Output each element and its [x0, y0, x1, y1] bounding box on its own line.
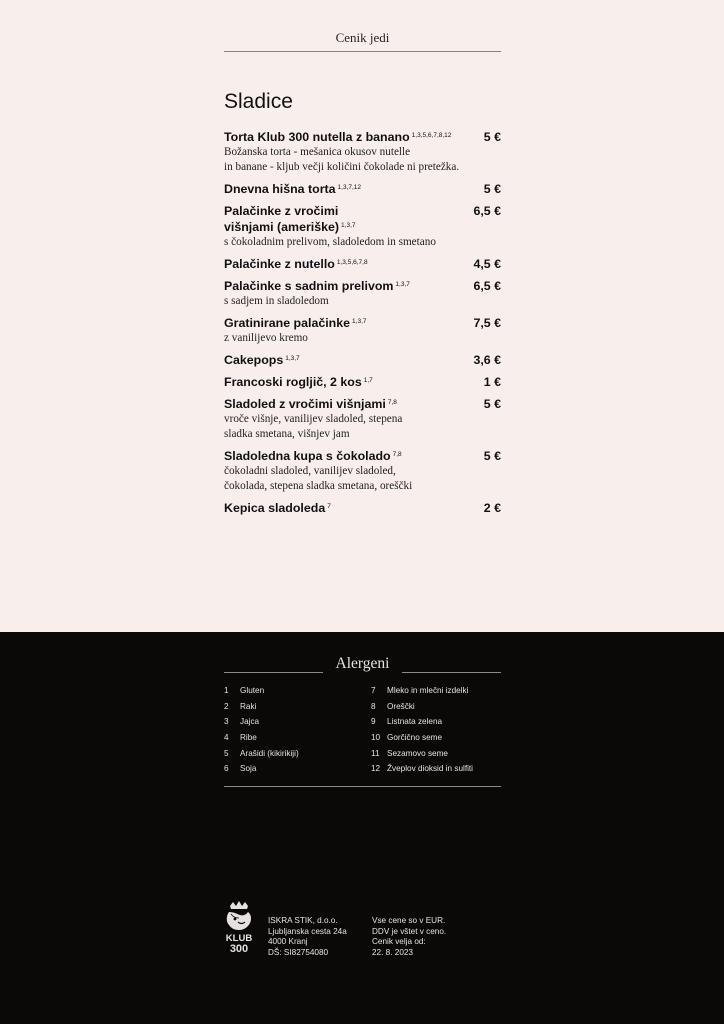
menu-item-price: 5 €: [483, 397, 501, 411]
allergen-item: [371, 699, 473, 715]
menu-item: [224, 374, 501, 390]
allergen-label: Gorčično seme: [387, 733, 443, 743]
allergen-item: [371, 683, 473, 699]
allergen-label: Mleko in mlečni izdelki: [387, 686, 469, 695]
allergen-number: 4: [224, 733, 229, 743]
allergens-divider-right: [402, 672, 501, 673]
allergen-label: Ribe: [240, 733, 257, 743]
page-header-title: Cenik jedi: [335, 30, 390, 45]
allergen-item: [371, 746, 473, 762]
menu-item-price: 4,5 €: [473, 257, 501, 271]
menu-item-name: [224, 352, 300, 368]
allergen-label: Žveplov dioksid in sulfiti: [387, 764, 474, 774]
menu-item-price: 1 €: [483, 375, 501, 389]
menu-item-description: vroče višnje, vanilijev sladoled, stepena: [224, 413, 403, 425]
menu-item-row: [224, 500, 501, 516]
menu-item: [224, 315, 501, 346]
menu-item: [224, 396, 501, 442]
menu-item-price: 5 €: [483, 449, 501, 463]
price-note-valid-label: Cenik velja od:: [372, 937, 426, 947]
menu-item-description: s čokoladnim prelivom, sladoledom in smetano: [224, 236, 436, 248]
allergen-number: 11: [371, 748, 380, 758]
menu-item-name-text: Palačinke s sadnim prelivom: [224, 279, 394, 293]
menu-item-row: [224, 352, 501, 368]
menu-item-name-text: Sladoled z vročimi višnjami: [224, 397, 386, 411]
menu-item-name-text: Gratinirane palačinke: [224, 316, 351, 330]
menu-item-description: in banane - kljub večji količini čokolade ni pretežka.: [224, 161, 460, 173]
allergen-item: [224, 746, 299, 762]
menu-item-name-text: Kepica sladoleda: [224, 501, 326, 515]
menu-item-allergen-codes: 1,3,7: [395, 281, 410, 288]
dessert-menu-list: [224, 129, 501, 522]
menu-item-name: [224, 203, 356, 235]
allergen-number: 5: [224, 748, 229, 758]
allergen-label: Oreščki: [387, 701, 415, 711]
menu-item: [224, 181, 501, 197]
allergen-number: 8: [371, 701, 376, 711]
menu-item: [224, 278, 501, 309]
header-divider: [224, 51, 501, 52]
menu-item-description: z vanilijevo kremo: [224, 332, 308, 344]
allergens-column-left: [224, 683, 299, 777]
allergens-footer-panel: [0, 632, 724, 1024]
menu-item-name-text: Sladoledna kupa s čokolado: [224, 449, 391, 463]
allergen-label: Raki: [240, 701, 257, 711]
allergens-column-right: [371, 683, 473, 777]
menu-item-price: 5 €: [483, 182, 501, 196]
logo-text-line-2: 300: [229, 943, 249, 955]
allergen-label: Gluten: [240, 686, 265, 695]
menu-item-name: [224, 315, 367, 331]
allergen-number: 10: [371, 733, 381, 743]
menu-item-row: [224, 256, 501, 272]
menu-item-allergen-codes: 7: [327, 503, 331, 510]
allergen-item: [371, 730, 473, 746]
menu-item-description: čokoladni sladoled, vanilijev sladoled,: [224, 465, 396, 477]
menu-item-allergen-codes: 1,3,7,12: [337, 184, 362, 191]
menu-item-price: 2 €: [483, 501, 501, 515]
company-name: ISKRA STIK, d.o.o.: [268, 916, 338, 925]
menu-item-name-text: Francoski rogljič, 2 kos: [224, 375, 362, 389]
menu-item-row: [224, 181, 501, 197]
allergen-item: [371, 761, 473, 777]
menu-item-name-text: Torta Klub 300 nutella z banano: [224, 130, 410, 144]
menu-item: [224, 203, 501, 250]
price-note-vat: DDV je vštet v ceno.: [372, 926, 447, 936]
allergen-label: Listnata zelena: [387, 717, 443, 727]
menu-item-row: [224, 203, 501, 235]
allergen-number: 9: [371, 717, 376, 727]
menu-item-price: 6,5 €: [473, 204, 501, 218]
menu-item-name-line: Palačinke z vročimi: [224, 204, 339, 218]
lion-crest-icon: [222, 900, 256, 958]
logo-text-line-1: KLUB: [225, 933, 253, 944]
menu-item-description: čokolada, stepena sladka smetana, oreščki: [224, 480, 413, 492]
menu-item-allergen-codes: 7,8: [392, 451, 402, 458]
menu-item-price: 5 €: [483, 130, 501, 144]
menu-item: [224, 256, 501, 272]
menu-item: [224, 500, 501, 516]
menu-item: [224, 352, 501, 368]
menu-item-row: [224, 396, 501, 412]
menu-item-allergen-codes: 1,3,7: [341, 222, 356, 229]
menu-item-name: [224, 500, 331, 516]
price-note-currency: Vse cene so v EUR.: [372, 916, 446, 925]
company-tax-id: DŠ: SI82754080: [268, 947, 329, 957]
menu-item-allergen-codes: 1,3,5,6,7,8: [336, 259, 368, 266]
allergen-label: Soja: [240, 764, 257, 774]
menu-item: [224, 448, 501, 494]
menu-item-name: [224, 181, 361, 197]
menu-item-price: 6,5 €: [473, 279, 501, 293]
menu-item-allergen-codes: 7,8: [387, 399, 397, 406]
menu-item-name-text: Palačinke z nutello: [224, 257, 335, 271]
menu-item-allergen-codes: 1,3,7: [352, 318, 367, 325]
menu-item: [224, 129, 501, 175]
allergen-item: [224, 683, 299, 699]
menu-item-name: [224, 396, 397, 412]
menu-item-name-text: Cakepops: [224, 353, 284, 367]
menu-item-name: [224, 448, 402, 464]
allergens-bottom-divider: [224, 786, 501, 787]
allergen-item: [224, 714, 299, 730]
menu-item-description: Božanska torta - mešanica okusov nutelle: [224, 146, 411, 158]
menu-item-description: sladka smetana, višnjev jam: [224, 428, 350, 440]
allergens-title: Alergeni: [335, 655, 390, 672]
menu-item-price: 7,5 €: [473, 316, 501, 330]
section-title: Sladice: [224, 90, 293, 113]
menu-item-name: [224, 374, 373, 390]
menu-item-name: [224, 129, 451, 145]
menu-item-name: [224, 256, 368, 272]
menu-item-row: [224, 374, 501, 390]
menu-item-description: s sadjem in sladoledom: [224, 295, 329, 307]
allergen-number: 1: [224, 686, 229, 695]
allergen-number: 2: [224, 701, 229, 711]
menu-item-row: [224, 315, 501, 331]
allergen-number: 3: [224, 717, 229, 727]
menu-item-allergen-codes: 1,3,7: [285, 355, 300, 362]
menu-item-row: [224, 278, 501, 294]
allergen-item: [224, 761, 299, 777]
allergen-number: 12: [371, 764, 381, 774]
menu-item-name: [224, 278, 410, 294]
allergen-label: Arašidi (kikirikiji): [240, 748, 299, 758]
menu-item-name-text: Dnevna hišna torta: [224, 182, 336, 196]
menu-item-price: 3,6 €: [473, 353, 501, 367]
allergen-number: 7: [371, 686, 376, 695]
allergen-number: 6: [224, 764, 229, 774]
allergen-label: Jajca: [240, 717, 260, 727]
price-note-valid-date: 22. 8. 2023: [372, 947, 413, 957]
menu-item-allergen-codes: 1,7: [363, 377, 373, 384]
allergen-item: [224, 730, 299, 746]
allergen-item: [224, 699, 299, 715]
menu-item-allergen-codes: 1,3,5,6,7,8,12: [411, 132, 452, 139]
company-info: [268, 916, 347, 958]
klub-300-logo: [222, 900, 256, 958]
price-notes: [372, 916, 446, 958]
menu-item-row: [224, 448, 501, 464]
menu-item-name-line: višnjami (ameriške): [224, 220, 340, 234]
company-street: Ljubljanska cesta 24a: [268, 926, 347, 936]
menu-item-row: [224, 129, 501, 145]
allergen-item: [371, 714, 473, 730]
company-city: 4000 Kranj: [268, 937, 308, 947]
allergen-label: Sezamovo seme: [387, 748, 448, 758]
